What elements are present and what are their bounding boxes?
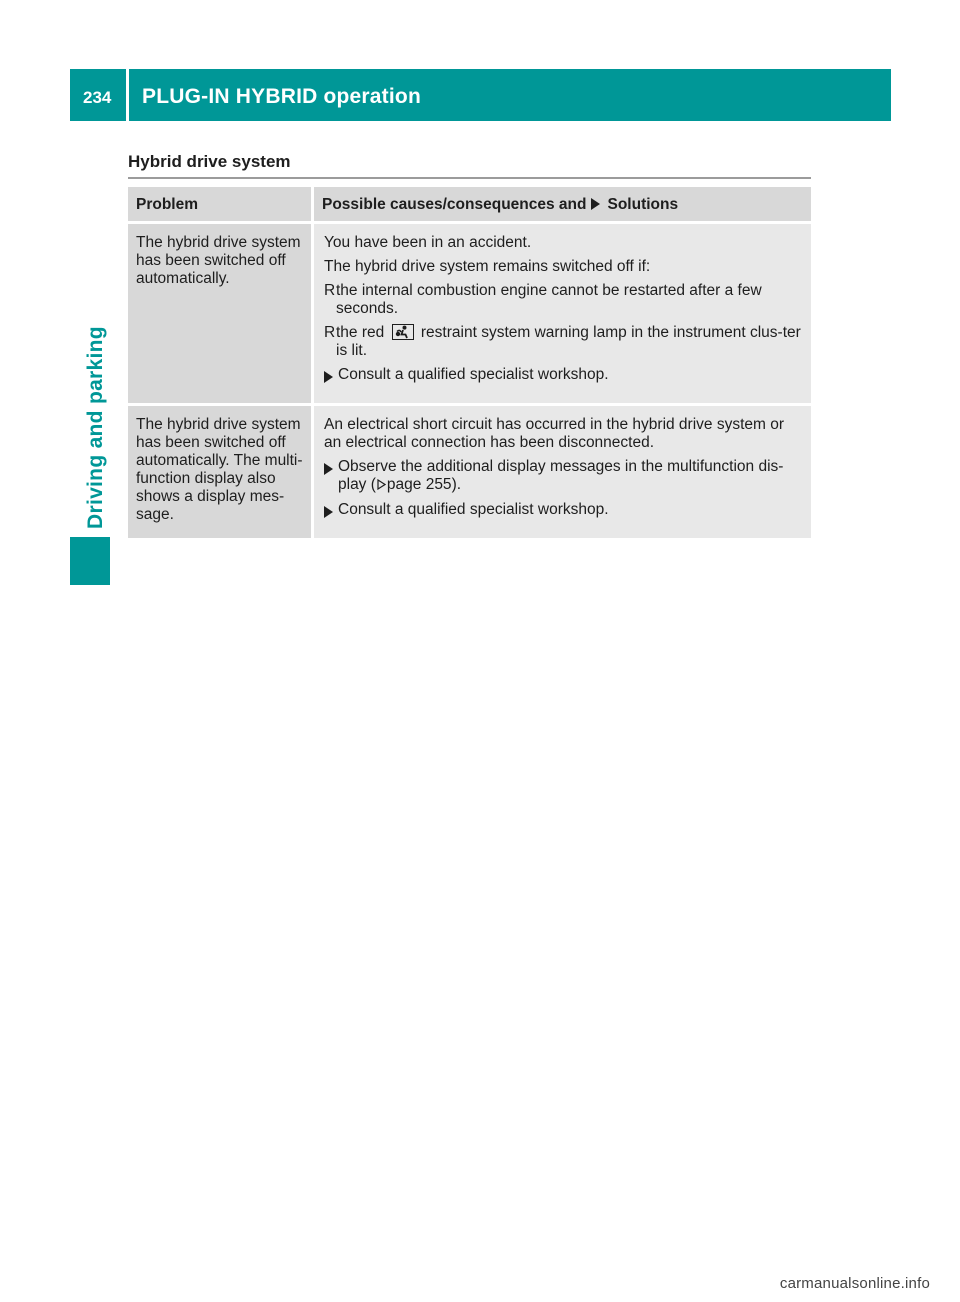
step-prefix: Observe the additional display messages in the multifunction dis-play ( [338, 458, 784, 493]
table-row-2-problem [128, 406, 314, 538]
solution-intro: An electrical short circuit has occurred in the hybrid drive system or an electrical connection has been disconnected. [324, 416, 785, 451]
problem-text: The hybrid drive system has been switched off automatically. [136, 234, 301, 287]
list-item [324, 501, 803, 522]
bullet-prefix: the red [336, 324, 385, 341]
header-problem [128, 187, 314, 221]
table-row-1-problem [128, 224, 314, 403]
step-suffix: ). [451, 476, 462, 493]
solution-intro: The hybrid drive system remains switched off if: [324, 258, 651, 275]
arrow-right-icon [324, 458, 338, 495]
solution-intro: You have been in an accident. [324, 234, 532, 251]
step-text [338, 458, 803, 495]
problem-text: The hybrid drive system has been switched off automatically. The multi-function display also shows a display mes-sage. [136, 416, 303, 523]
chapter-title: PLUG-IN HYBRID operation [142, 85, 421, 108]
list-item [324, 324, 803, 360]
header-solutions [314, 187, 811, 221]
page-reference-link[interactable]: page 255 [386, 476, 452, 493]
bullet-r-icon: R [324, 324, 336, 341]
step-text: Consult a qualified specialist workshop. [338, 501, 609, 518]
list-item [324, 458, 803, 495]
title-rule [128, 177, 811, 179]
table-row-1-solution [314, 224, 811, 403]
page-number: 234 [83, 88, 112, 107]
header-solutions-prefix: Possible causes/consequences and [322, 196, 587, 213]
table-row-2-solution [314, 406, 811, 538]
page-header [70, 69, 891, 121]
arrow-right-icon [324, 501, 338, 522]
problem-solution-table [128, 187, 811, 538]
list-item [324, 366, 803, 387]
bullet-text [336, 324, 803, 360]
side-section-label: Driving and parking [84, 326, 107, 529]
bullet-r-icon: R [324, 282, 336, 299]
header-problem-label: Problem [136, 196, 199, 213]
footer-watermark-url: carmanualsonline.info [779, 1275, 930, 1292]
arrow-right-icon [324, 366, 338, 387]
bullet-text: the internal combustion engine cannot be restarted after a few seconds. [336, 282, 762, 317]
bullet-suffix: restraint system warning lamp in the instrument clus-ter is lit. [336, 324, 801, 359]
section-title: Hybrid drive system [128, 152, 291, 171]
step-text: Consult a qualified specialist workshop. [338, 366, 609, 383]
restraint-system-warning-icon [392, 324, 414, 340]
page-reference-triangle-icon [377, 477, 386, 495]
header-solutions-suffix: Solutions [607, 196, 679, 213]
list-item [324, 282, 803, 318]
arrow-right-icon [591, 196, 603, 214]
